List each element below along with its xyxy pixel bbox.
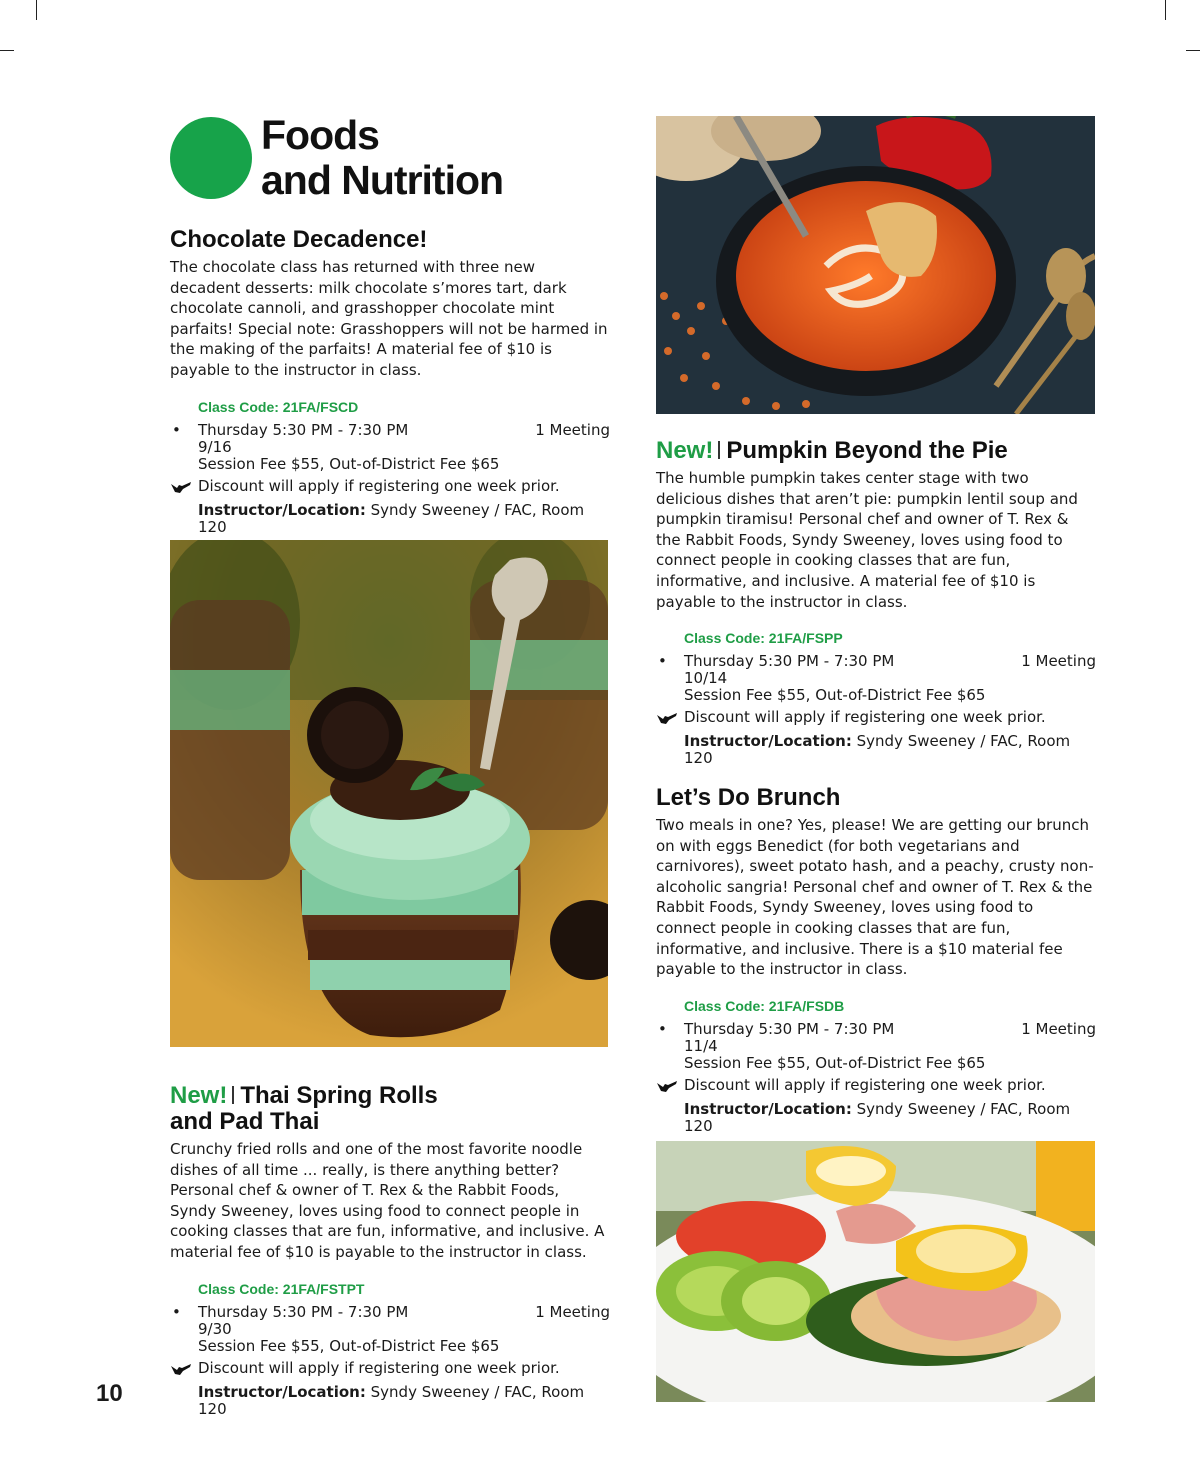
discount-row <box>684 709 1096 726</box>
crop-mark <box>1165 0 1166 20</box>
bullet-icon: • <box>658 652 667 671</box>
class-code: Class Code: 21FA/FSDB <box>684 997 845 1014</box>
crop-mark <box>36 0 37 20</box>
discount-row <box>198 478 610 495</box>
new-badge: New! <box>656 437 714 464</box>
instructor-label: Instructor/Location: <box>198 500 366 519</box>
class-title: New! Thai Spring Rolls and Pad Thai <box>170 1082 438 1135</box>
meeting-count: 1 Meeting <box>1021 652 1096 671</box>
instructor-line <box>684 733 1096 767</box>
class-chocolate <box>170 227 610 536</box>
pointing-hand-icon <box>656 1079 678 1093</box>
instructor-value: Syndy Sweeney / FAC, Room 120 <box>198 1382 585 1418</box>
eggs-benedict-photo <box>656 1141 1095 1402</box>
parfait-photo <box>170 540 608 1047</box>
class-code: Class Code: 21FA/FSCD <box>198 398 359 415</box>
schedule-row <box>658 1019 1096 1038</box>
instructor-value: Syndy Sweeney / FAC, Room 120 <box>684 1099 1071 1135</box>
instructor-label: Instructor/Location: <box>198 1382 366 1401</box>
instructor-value: Syndy Sweeney / FAC, Room 120 <box>198 500 585 536</box>
new-badge: New! <box>170 1082 228 1109</box>
meeting-count: 1 Meeting <box>535 1302 610 1321</box>
bullet-icon: • <box>172 1302 181 1321</box>
class-code: Class Code: 21FA/FSTPT <box>198 1280 365 1297</box>
class-details <box>658 997 1096 1135</box>
discount-note: Discount will apply if registering one week prior. <box>198 476 560 495</box>
discount-note: Discount will apply if registering one week prior. <box>684 1075 1046 1094</box>
pointing-hand-icon <box>170 1362 192 1376</box>
schedule-row <box>172 1302 610 1321</box>
class-thai <box>170 1083 610 1418</box>
bullet-icon: • <box>172 420 181 439</box>
schedule-row <box>658 652 1096 671</box>
class-brunch <box>656 785 1096 1135</box>
discount-note: Discount will apply if registering one week prior. <box>198 1358 560 1377</box>
session-fee: Session Fee $55, Out-of-District Fee $65 <box>684 686 986 705</box>
class-description: The humble pumpkin takes center stage with two delicious dishes that aren’t pie: pumpkin lentil soup and pumpkin tiramisu! Personal chef and owner of T. Rex & the Rabbit Foods, Syndy Sweeney, loves using food to connect people in cooking classes that are fun, informative, and inclusive. A material fee of $10 is payable to the instructor in class. <box>656 469 1078 611</box>
meeting-count: 1 Meeting <box>1021 1019 1096 1038</box>
instructor-value: Syndy Sweeney / FAC, Room 120 <box>684 732 1071 768</box>
meeting-count: 1 Meeting <box>535 420 610 439</box>
soup-photo <box>656 116 1095 414</box>
title-divider <box>232 1086 234 1104</box>
section-title <box>261 113 503 203</box>
discount-row <box>198 1360 610 1377</box>
section-title-line2: and Nutrition <box>261 157 504 203</box>
class-date: 9/16 <box>198 437 232 456</box>
class-date: 9/30 <box>198 1319 232 1338</box>
title-divider <box>718 441 720 459</box>
class-description: The chocolate class has returned with three new decadent desserts: milk chocolate s’mores tart, dark chocolate cannoli, and grasshopper chocolate mint parfaits! Special note: Grasshoppers will not be harmed in the making of the parfaits! A material fee of $10 is payable to the instructor in class. <box>170 258 608 379</box>
crop-mark <box>1186 50 1200 51</box>
class-details <box>172 1280 610 1418</box>
instructor-label: Instructor/Location: <box>684 732 852 751</box>
class-description: Two meals in one? Yes, please! We are getting our brunch on with eggs Benedict (for both vegetarians and carnivores), sweet potato hash, and a peachy, crusty non-alcoholic sangria! Personal chef and owner of T. Rex & the Rabbit Foods, Syndy Sweeney, loves using food to connect people in cooking classes that are fun, informative, and inclusive. There is a $10 material fee payable to the instructor in class. <box>656 816 1094 979</box>
session-fee: Session Fee $55, Out-of-District Fee $65 <box>198 454 500 473</box>
bullet-icon: • <box>658 1019 667 1038</box>
pointing-hand-icon <box>170 480 192 494</box>
session-fee: Session Fee $55, Out-of-District Fee $65 <box>684 1053 986 1072</box>
discount-row <box>684 1077 1096 1094</box>
class-description: Crunchy fried rolls and one of the most favorite noodle dishes of all time ... really, is there anything better? Personal chef & owner of T. Rex & the Rabbit Foods, Syndy Sweeney, loves using food to connect people in cooking classes that are fun, informative, and inclusive. A material fee of $10 is payable to the instructor in class. <box>170 1140 605 1261</box>
schedule: Thursday 5:30 PM - 7:30 PM <box>684 1019 895 1038</box>
class-date: 10/14 <box>684 669 728 688</box>
class-code: Class Code: 21FA/FSPP <box>684 630 843 647</box>
section-title-line1: Foods <box>261 112 379 158</box>
class-title: Chocolate Decadence! <box>170 226 428 253</box>
instructor-line <box>198 502 610 536</box>
class-pumpkin <box>656 438 1096 767</box>
schedule: Thursday 5:30 PM - 7:30 PM <box>684 652 895 671</box>
crop-mark <box>0 50 14 51</box>
schedule-row <box>172 420 610 439</box>
schedule: Thursday 5:30 PM - 7:30 PM <box>198 1302 409 1321</box>
class-title: New! Pumpkin Beyond the Pie <box>656 437 1008 464</box>
schedule: Thursday 5:30 PM - 7:30 PM <box>198 420 409 439</box>
class-details <box>172 398 610 536</box>
page-number: 10 <box>96 1380 123 1407</box>
instructor-line <box>684 1101 1096 1135</box>
class-date: 11/4 <box>684 1036 718 1055</box>
class-title: Let’s Do Brunch <box>656 784 841 811</box>
class-details <box>658 630 1096 768</box>
session-fee: Session Fee $55, Out-of-District Fee $65 <box>198 1336 500 1355</box>
section-dot-icon <box>170 117 252 199</box>
instructor-label: Instructor/Location: <box>684 1099 852 1118</box>
instructor-line <box>198 1384 610 1418</box>
discount-note: Discount will apply if registering one week prior. <box>684 708 1046 727</box>
pointing-hand-icon <box>656 711 678 725</box>
